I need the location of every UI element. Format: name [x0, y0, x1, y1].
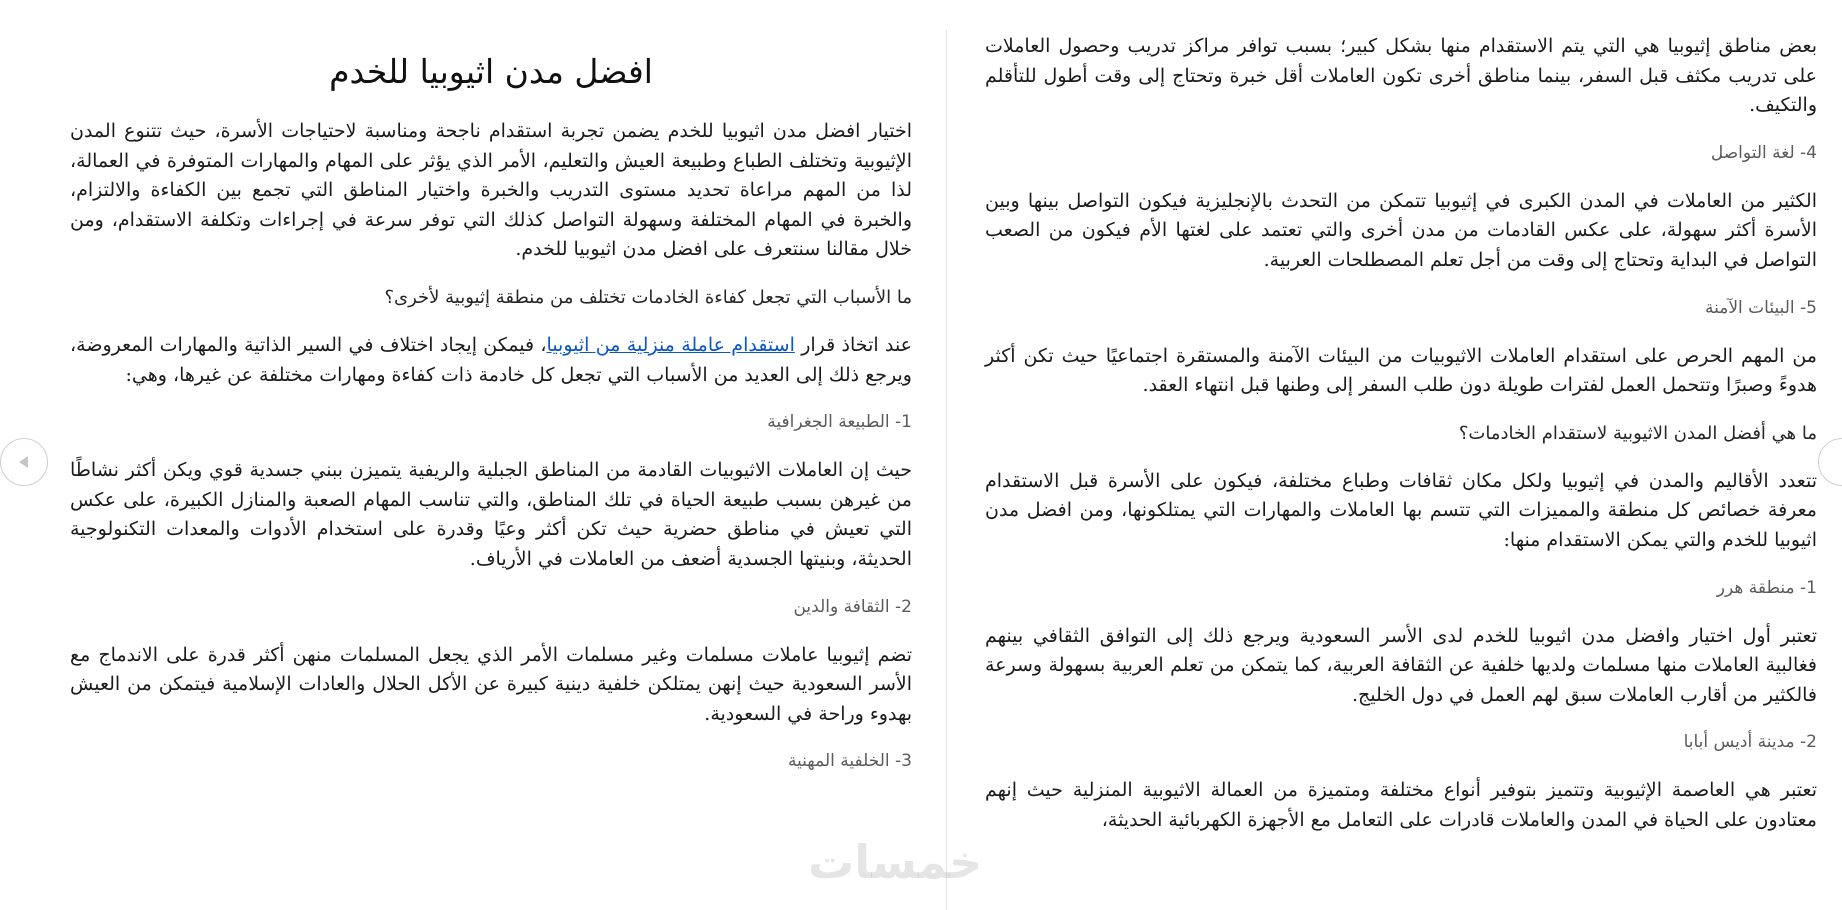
- reasons-text-start: عند اتخاذ قرار: [794, 333, 913, 356]
- paragraph-regions: تتعدد الأقاليم والمدن في إثيوبيا ولكل مكان ثقافات وطباع مختلفة، فيكون على الأسرة قبل الاستقدام معرفة خصائص كل منطقة والمميزات التي تتسم بها العاملات والمهارات التي يمتلكونها، ومن افضل مدن اثيوبيا للخدم والتي يمكن الاستقدام منها:: [985, 469, 1817, 551]
- question-best-cities: ما هي أفضل المدن الاثيوبية لاستقدام الخادمات؟: [1458, 422, 1817, 444]
- reasons-text-end: ، فيمكن إيجاد اختلاف في السير الذاتية والمهارات المعروضة، ويرجع ذلك إلى العديد من الأسباب التي تجعل كل خادمة ذات كفاءة ومهارات مختلفة عن غيرها، وهي:: [70, 333, 912, 386]
- paragraph-reasons: [70, 331, 912, 390]
- page-title: افضل مدن اثيوبيا للخدم: [329, 52, 653, 91]
- heading-language: 4- لغة التواصل: [1710, 142, 1817, 163]
- page-divider: [946, 30, 947, 910]
- heading-harar: 1- منطقة هرر: [1716, 577, 1817, 598]
- heading-addis-ababa: 2- مدينة أديس أبابا: [1683, 732, 1817, 753]
- previous-page-button[interactable]: [0, 438, 48, 486]
- paragraph-harar: تعتبر أول اختيار وافضل مدن اثيوبيا للخدم لدى الأسر السعودية ويرجع ذلك إلى التوافق الثقافي بينهم فغالبية العاملات منها مسلمات ولديها خلفية عن الثقافة العربية، كما يتمكن من تعلم العربية بسهولة وسرعة فالكثير من أقارب العاملات سبق لهم العمل في دول الخليج.: [985, 624, 1817, 706]
- recruit-ethiopia-link[interactable]: استقدام عاملة منزلية من اثيوبيا: [546, 333, 795, 356]
- watermark: خمسات: [808, 835, 983, 889]
- paragraph-safe-environments: من المهم الحرص على استقدام العاملات الاثيوبيات من البيئات الآمنة والمستقرة اجتماعيًا حيث تكن أكثر هدوءً وصبرًا وتتحمل العمل لفترات طويلة دون طلب السفر إلى وطنها قبل انتهاء العقد.: [985, 344, 1817, 397]
- heading-culture-religion: 2- الثقافة والدين: [793, 596, 912, 617]
- left-page: [70, 52, 912, 910]
- heading-geography: 1- الطبيعة الجغرافية: [767, 412, 912, 433]
- next-page-button[interactable]: [1818, 438, 1842, 486]
- heading-professional-background: 3- الخلفية المهنية: [787, 751, 912, 772]
- paragraph-language: الكثير من العاملات في المدن الكبرى في إثيوبيا تتمكن من التحدث بالإنجليزية فيكون التواصل بينها وبين الأسرة أكثر سهولة، على عكس القادمات من مدن أخرى والتي تعتمد على لغتها الأم فيكون من الصعب التواصل في البداية وتحتاج إلى وقت من أجل تعلم المصطلحات العربية.: [985, 189, 1817, 271]
- chevron-left-icon: [15, 453, 33, 471]
- paragraph-intro-training: بعض مناطق إثيوبيا هي التي يتم الاستقدام منها بشكل كبير؛ بسبب توافر مراكز تدريب وحصول العاملات على تدريب مكثف قبل السفر، بينما مناطق أخرى تكون العاملات أقل خبرة وتحتاج إلى وقت أطول للتأقلم والتكيف.: [985, 35, 1817, 117]
- heading-safe-environments: 5- البيئات الآمنة: [1704, 297, 1817, 318]
- paragraph-culture-religion: تضم إثيوبيا عاملات مسلمات وغير مسلمات الأمر الذي يجعل المسلمات منهن أكثر قدرة على الاندماج مع الأسر السعودية حيث إنهن يمتلكن خلفية دينية كبيرة عن الأكل الحلال والعادات الإسلامية فيتمكن من العيش بهدوء وراحة في السعودية.: [70, 643, 912, 725]
- paragraph-addis-ababa: تعتبر هي العاصمة الإثيوبية وتتميز بتوفير أنواع مختلفة ومتميزة من العمالة الاثيوبية المنزلية حيث إنهم معتادون على الحياة في المدن والعاملات قادرات على التعامل مع الأجهزة الكهربائية الحديثة،: [985, 779, 1817, 831]
- right-page: [985, 32, 1817, 910]
- question-reasons: ما الأسباب التي تجعل كفاءة الخادمات تختلف من منطقة إثيوبية لأخرى؟: [384, 286, 912, 308]
- paragraph-geography: حيث إن العاملات الاثيوبيات القادمة من المناطق الجبلية والريفية يتميزن ببني جسدية قوي ويكن أكثر نشاطًا من غيرهن بسبب طبيعة الحياة في تلك المناطق، والتي تناسب المهام الصعبة والمنازل الكبيرة، على عكس التي تعيش في مناطق حضرية حيث تكن أكثر وعيًا وقدرة على استخدام الأدوات والمعدات التكنولوجية الحديثة، وبنيتها الجسدية أضعف من العاملات في الأرياف.: [70, 459, 912, 570]
- paragraph-intro: اختيار افضل مدن اثيوبيا للخدم يضمن تجربة استقدام ناجحة ومناسبة لاحتياجات الأسرة، حيث تتنوع المدن الإثيوبية وتختلف الطباع وطبيعة العيش والتعليم، الأمر الذي يؤثر على المهام والمهارات المتوفرة في العمالة، لذا من المهم مراعاة تحديد مستوى التدريب والخبرة واختيار المناطق التي تجمع بين الكفاءة والالتزام، والخبرة في المهام المختلفة وسهولة التواصل كذلك التي توفر سرعة في إجراءات وتكلفة الاستقدام، ومن خلال مقالنا سنتعرف على افضل مدن اثيوبيا للخدم.: [70, 120, 912, 261]
